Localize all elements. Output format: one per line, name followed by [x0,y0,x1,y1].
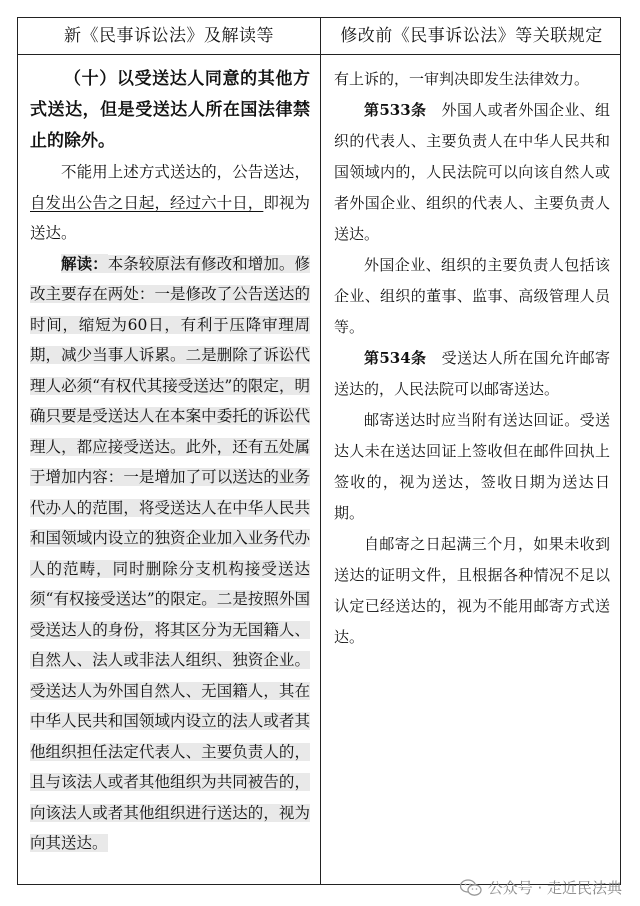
interpretation-label: 解读： [61,253,108,273]
right-para-6: 自邮寄之日起满三个月，如果未收到送达的证明文件，且根据各种情况不足以认定已经送达的，视为不能用邮寄方式送达。 [334,535,610,646]
interpretation-text: 本条较原法有修改和增加。修改主要存在两处：一是修改了公告送达的时间，缩短为60日，有利于压降审理周期，减少当事人诉累。二是删除了诉讼代理人必须“有权代其接受送达”的限定，明确只要是受送达人在本案中委托的诉讼代理人，都应接受送达。此外，还有五处属于增加内容：一是增加了可以送达的业务代办人的范围，将受送达人在中华人民共和国领域内设立的独资企业加入业务代办人的范畴，同时删除分支机构接受送达须“有权接受送达”的限定。二是按照外国受送达人的身份，将其区分为无国籍人、自然人、法人或非法人组织、独资企业。受送达人为外国自然人、无国籍人，其在中华人民共和国领域内设立的法人或者其他组织担任法定代表人、主要负责人的，且与该法人或者其他组织为共同被告的，向该法人或者其他组织进行送达的，视为向其送达。 [30,254,310,852]
public-notice-paragraph [30,157,310,249]
right-column [334,64,610,653]
para-text-end: 即视为送达。 [30,193,310,242]
article-534 [334,343,610,405]
right-para-5: 邮寄送达时应当附有送达回证。受送达人未在送达回证上签收但在邮件回执上签收的，视为送达，签收日期为送达日期。 [334,411,610,522]
underlined-text: 自发出公告之日起，经过六十日， [30,193,264,212]
right-para-1: 有上诉的，一审判决即发生法律效力。 [334,70,590,88]
column-divider [320,18,321,884]
para-text: 不能用上述方式送达的，公告送达， [61,163,310,181]
interpretation-paragraph [30,249,310,859]
item-ten-title: （十）以受送达人同意的其他方式送达，但是受送达人所在国法律禁止的除外。 [30,69,310,151]
article-533-text: 外国人或者外国企业、组织的代表人、主要负责人在中华人民共和国领域内的，人民法院可以向该自然人或者外国企业、组织的代表人、主要负责人送达。 [334,101,610,243]
header-left: 新《民事诉讼法》及解读等 [64,26,274,46]
watermark-text: 公众号 · 走近民法典 [487,879,622,897]
wechat-icon [460,879,482,897]
article-534-number: 第534条 [364,349,427,367]
right-para-3: 外国企业、组织的主要负责人包括该企业、组织的董事、监事、高级管理人员等。 [334,256,610,336]
comparison-table [17,17,621,885]
article-533 [334,95,610,250]
article-534-text: 受送达人所在国允许邮寄送达的，人民法院可以邮寄送达。 [334,349,610,398]
header-right: 修改前《民事诉讼法》等关联规定 [340,26,603,46]
wechat-watermark [460,877,622,898]
table-header [18,18,620,55]
left-column [30,64,310,859]
article-533-number: 第533条 [364,101,427,119]
